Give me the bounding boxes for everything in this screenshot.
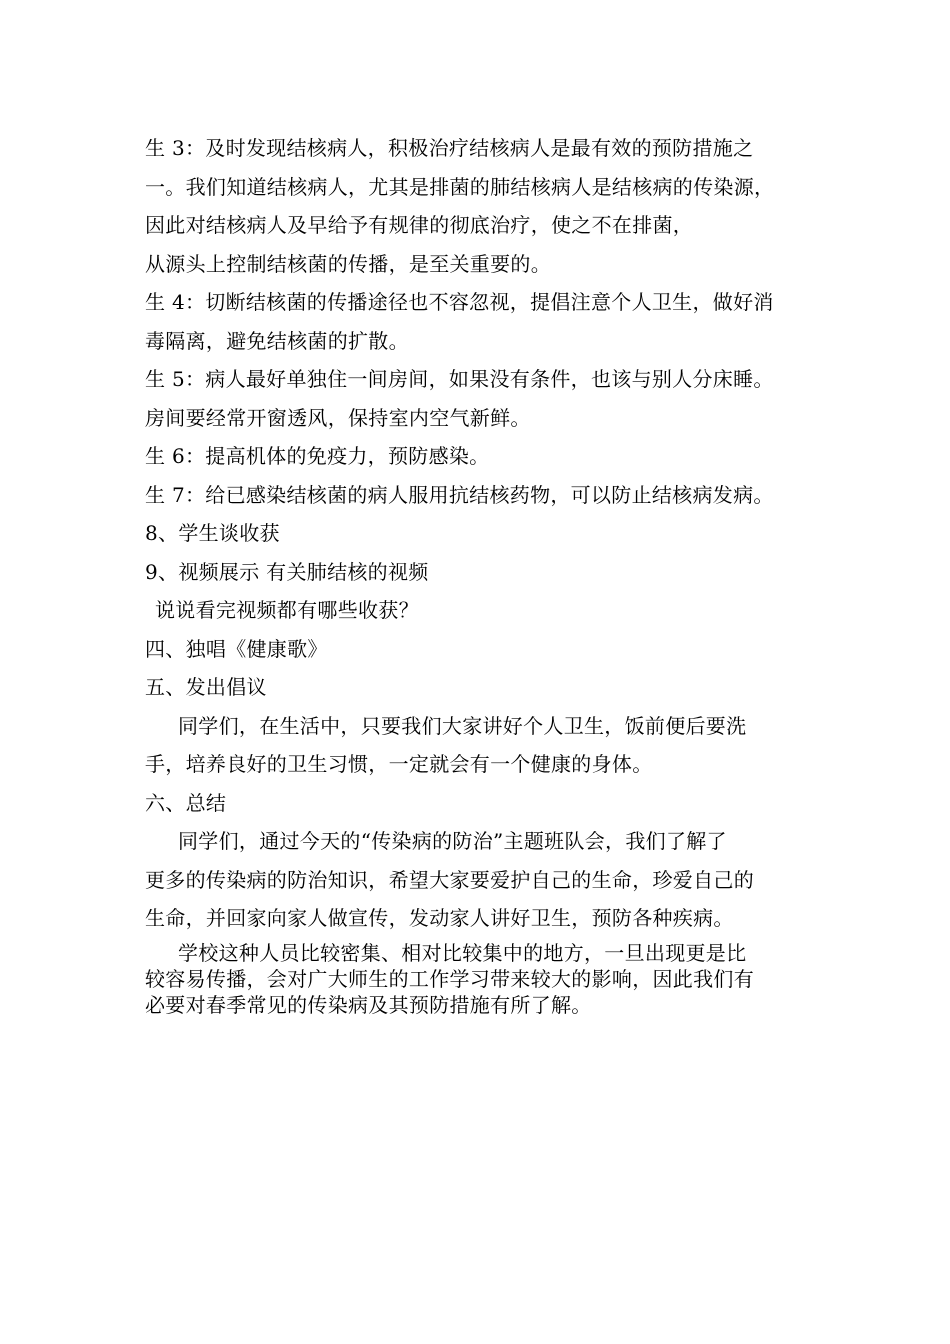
- list-item: 8、学生谈收获: [145, 521, 280, 545]
- section-heading: 五、发出倡议: [145, 675, 267, 699]
- paragraph-line: 更多的传染病的防治知识，希望大家要爱护自己的生命，珍爱自己的: [145, 867, 754, 892]
- paragraph-line: 毒隔离，避免结核菌的扩散。: [145, 328, 409, 353]
- paragraph-line: 从源头上控制结核菌的传播，是至关重要的。: [145, 251, 551, 276]
- paragraph-line: 一。我们知道结核病人，尤其是排菌的肺结核病人是结核病的传染源，: [145, 174, 775, 199]
- paragraph-line: 房间要经常开窗透风，保持室内空气新鲜。: [145, 405, 531, 430]
- paragraph-line: 说说看完视频都有哪些收获？: [155, 598, 419, 622]
- paragraph-line: 生命，并回家向家人做宣传，发动家人讲好卫生，预防各种疾病。: [145, 906, 734, 930]
- paragraph-line: 同学们，在生活中，只要我们大家讲好个人卫生，饭前便后要洗: [178, 713, 747, 738]
- paragraph-line: 生 3：及时发现结核病人，积极治疗结核病人是最有效的预防措施之: [145, 136, 754, 160]
- closing-paragraph-line: 学校这种人员比较密集、相对比较集中的地方，一旦出现更是比: [178, 940, 747, 965]
- closing-paragraph-line: 较容易传播，会对广大师生的工作学习带来较大的影响，因此我们有: [145, 966, 754, 991]
- closing-paragraph-line: 必要对春季常见的传染病及其预防措施有所了解。: [145, 992, 592, 1017]
- section-heading: 六、总结: [145, 790, 227, 815]
- section-heading: 四、独唱《健康歌》: [145, 636, 328, 661]
- paragraph-line: 手，培养良好的卫生习惯，一定就会有一个健康的身体。: [145, 752, 653, 776]
- list-item: 9、视频展示 有关肺结核的视频: [145, 559, 429, 584]
- paragraph-line: 生 4：切断结核菌的传播途径也不容忽视，提倡注意个人卫生，做好消: [145, 290, 774, 314]
- paragraph-line: 生 5：病人最好单独住一间房间，如果没有条件，也该与别人分床睡。: [145, 367, 774, 391]
- document-body: [145, 129, 815, 1018]
- paragraph-line: 生 6：提高机体的免疫力，预防感染。: [145, 444, 490, 468]
- paragraph-line: 同学们，通过今天的“传染病的防治”主题班队会，我们了解了: [178, 829, 727, 853]
- paragraph-line: 因此对结核病人及早给予有规律的彻底治疗，使之不在排菌，: [145, 213, 694, 237]
- paragraph-line: 生 7：给已感染结核菌的病人服用抗结核药物，可以防止结核病发病。: [145, 482, 774, 507]
